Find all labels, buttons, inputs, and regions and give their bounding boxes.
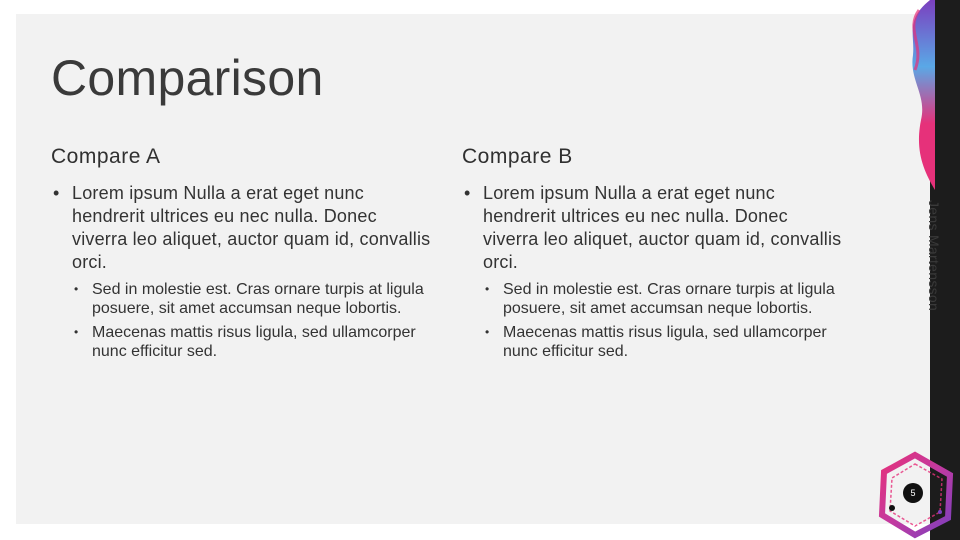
compare-a-column <box>51 144 431 366</box>
bullet-dot-icon: • <box>74 325 79 339</box>
bullet-dot-icon: • <box>53 183 60 203</box>
sub-bullet-item <box>72 323 431 361</box>
bullet-dot-icon: • <box>485 325 490 339</box>
bullet-dot-icon: • <box>74 282 79 296</box>
bullet-text: Lorem ipsum Nulla a erat eget nunc hendrerit ultrices eu nec nulla. Donec viverra leo aliquet, auctor quam id, convallis orci. <box>483 183 842 272</box>
page-number-badge: 5 <box>903 483 923 503</box>
compare-a-heading: Compare A <box>51 145 161 168</box>
sub-bullet-text: Maecenas mattis risus ligula, sed ullamcorper nunc efficitur sed. <box>92 324 416 360</box>
sub-bullet-text: Sed in molestie est. Cras ornare turpis at ligula posuere, sit amet accumsan neque lobortis. <box>503 281 835 317</box>
sub-bullet-item <box>483 280 842 318</box>
sub-bullet-list <box>462 280 842 361</box>
slide-title: Comparison <box>51 50 324 106</box>
gradient-ribbon-icon <box>895 0 935 190</box>
bullet-item <box>51 182 431 274</box>
compare-b-heading: Compare B <box>462 145 573 168</box>
bullet-item <box>462 182 842 274</box>
bullet-dot-icon: • <box>464 183 471 203</box>
compare-b-column <box>462 144 842 366</box>
bullet-dot-icon: • <box>485 282 490 296</box>
bullet-text: Lorem ipsum Nulla a erat eget nunc hendrerit ultrices eu nec nulla. Donec viverra leo aliquet, auctor quam id, convallis orci. <box>72 183 431 272</box>
sub-bullet-text: Maecenas mattis risus ligula, sed ullamcorper nunc efficitur sed. <box>503 324 827 360</box>
sub-bullet-text: Sed in molestie est. Cras ornare turpis at ligula posuere, sit amet accumsan neque lobortis. <box>92 281 424 317</box>
sub-bullet-item <box>72 280 431 318</box>
sub-bullet-item <box>483 323 842 361</box>
sub-bullet-list <box>51 280 431 361</box>
author-label: Jens Martensson <box>926 200 942 312</box>
